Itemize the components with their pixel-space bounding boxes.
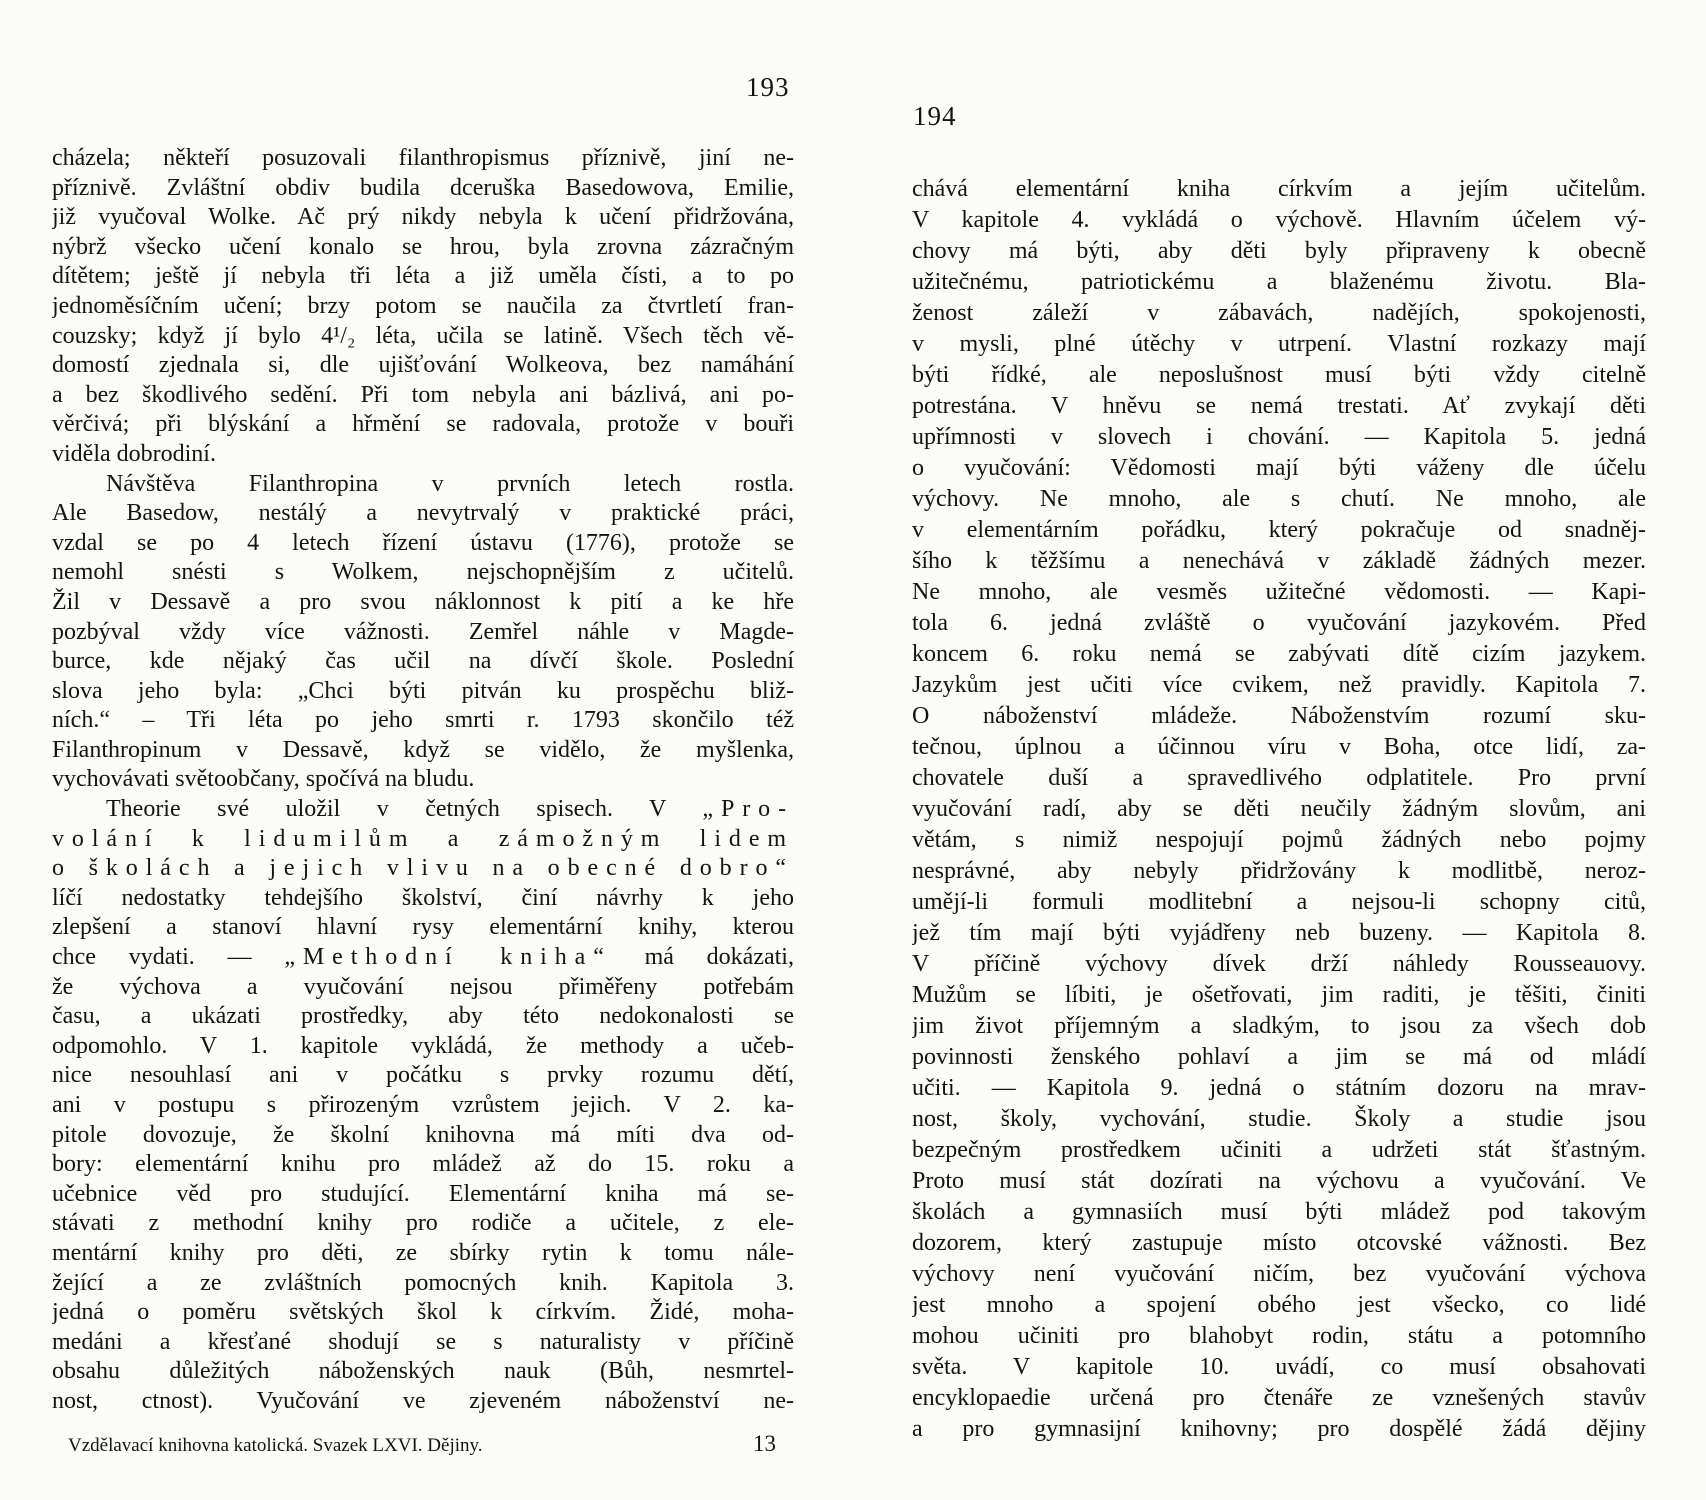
text-line: tola 6. jedná zvláště o vyučování jazykovém. Před	[912, 610, 1646, 636]
text-line: slova jeho byla: „Chci býti pitván ku prospěchu bliž-	[52, 677, 794, 704]
text-line: dítětem; ještě jí nebyla tři léta a již uměla čísti, a to po	[52, 263, 794, 290]
text-line: Žil v Dessavě a pro svou náklonnost k pití a ke hře	[52, 588, 794, 615]
page-number-194: 194	[913, 101, 957, 131]
text-line: líčí nedostatky tehdejšího školství, činí návrhy k jeho	[52, 884, 794, 911]
text-line: výchovy. Ne mnoho, ale s chutí. Ne mnoho, ale	[912, 486, 1646, 512]
text-line: učiti. — Kapitola 9. jedná o státním dozoru na mrav-	[912, 1075, 1646, 1101]
text-line: Filanthropinum v Dessavě, když se vidělo, že myšlenka,	[52, 736, 794, 763]
text-line: jednoměsíčním učení; brzy potom se naučila za čtvrtletí fran-	[52, 292, 794, 319]
text-line: O náboženství mládeže. Náboženstvím rozumí sku-	[912, 703, 1646, 729]
text-line: tečnou, úplnou a účinnou víru v Boha, otce lidí, za-	[912, 734, 1646, 760]
text-line: cházela; někteří posuzovali filanthropismus příznivě, jiní ne-	[52, 145, 794, 171]
text-line: domostí zjednala si, dle ujišťování Wolkeova, bez namáhání	[52, 352, 794, 379]
text-line: Ne mnoho, ale vesměs užitečné vědomosti. — Kapi-	[912, 579, 1646, 605]
text-line: v mysli, plné útěchy v utrpení. Vlastní rozkazy mají	[912, 331, 1646, 357]
text-line: vzdal se po 4 letech řízení ústavu (1776), protože se	[52, 529, 794, 556]
text-segment: „Pro-	[702, 796, 794, 823]
text-line: býti řídké, ale neposlušnost musí býti vždy citelně	[912, 362, 1646, 388]
text-line: obsahu důležitých náboženských nauk (Bůh, nesmrtel-	[52, 1358, 794, 1385]
text-line: šího k těžšímu a nenechává v základě žádných mezer.	[912, 548, 1646, 574]
page-193-text-column	[52, 144, 794, 1417]
text-line: nost, školy, vychování, studie. Školy a studie jsou	[912, 1106, 1646, 1132]
text-line: a bez škodlivého sedění. Při tom nebyla ani bázlivá, ani po-	[52, 381, 794, 408]
text-line: ani v postupu s přirozeným vzrůstem jejich. V 2. ka-	[52, 1092, 794, 1118]
text-line	[52, 943, 794, 973]
text-line: školách a gymnasiích musí býti mládež pod takovým	[912, 1199, 1646, 1225]
text-line: koncem 6. roku nemá se zabývati dítě cizím jazykem.	[912, 641, 1646, 667]
text-line: v elementárním pořádku, který pokračuje od snadněj-	[912, 517, 1646, 543]
text-line: mentární knihy pro děti, ze sbírky rytin k tomu nále-	[52, 1239, 794, 1266]
page-194-text-column	[912, 174, 1646, 1445]
text-segment: „Methodní kniha“	[284, 944, 612, 971]
text-line: potrestána. V hněvu se nemá trestati. Ať zvykají děti	[912, 393, 1646, 419]
text-line: výchovy není vyučování ničím, bez vyučování výchova	[912, 1261, 1646, 1287]
text-line: mohou učiniti pro blahobyt rodin, státu a potomního	[912, 1323, 1646, 1349]
text-line: Jazykům jest učiti více cvikem, než pravidly. Kapitola 7.	[912, 672, 1646, 698]
text-line: Proto musí stát dozírati na výchovu a vyučování. Ve	[912, 1168, 1646, 1194]
text-line	[52, 795, 794, 825]
text-line: viděla dobrodiní.	[52, 440, 216, 467]
signature-number: 13	[753, 1431, 776, 1456]
text-line: stávati z methodní knihy pro rodiče a učitele, z ele-	[52, 1210, 794, 1237]
paragraph	[52, 470, 794, 796]
text-line: V kapitole 4. vykládá o výchově. Hlavním účelem vý-	[912, 207, 1646, 233]
text-line: chovy má býti, aby děti byly připraveny k obecně	[912, 238, 1646, 264]
text-line: o vyučování: Vědomosti mají býti váženy dle účelu	[912, 455, 1646, 481]
text-segment: má dokázati,	[611, 944, 794, 971]
text-line: pozbýval vždy více vážnosti. Zemřel náhle v Magde-	[52, 618, 794, 645]
page-number-193: 193	[746, 72, 790, 102]
text-line: chává elementární kniha církvím a jejím učitelům.	[912, 176, 1646, 202]
text-line: Návštěva Filanthropina v prvních letech rostla.	[106, 470, 794, 497]
page-193-footer	[52, 1431, 794, 1457]
text-line: upřímnosti v slovech i chování. — Kapitola 5. jedná	[912, 424, 1646, 450]
text-line: příznivě. Zvláštní obdiv budila dceruška Basedowova, Emilie,	[52, 174, 794, 201]
text-line: medáni a křesťané shodují se s naturalisty v příčině	[52, 1328, 794, 1355]
text-line: burce, kde nějaký čas učil na dívčí škole. Poslední	[52, 648, 794, 675]
text-line: odpomohlo. V 1. kapitole vykládá, že methody a učeb-	[52, 1032, 794, 1059]
text-line: vychovávati světoobčany, spočívá na bludu.	[52, 766, 475, 793]
text-line: bory: elementární knihu pro mládež až do 15. roku a	[52, 1151, 794, 1178]
text-line: žející a ze zvláštních pomocných knih. Kapitola 3.	[52, 1269, 794, 1296]
text-line: jedná o poměru světských škol k církvím. Židé, moha-	[52, 1299, 794, 1326]
text-line: světa. V kapitole 10. uvádí, co musí obsahovati	[912, 1354, 1646, 1380]
text-line: nemohl snésti s Wolkem, nejschopnějším z učitelů.	[52, 559, 794, 586]
text-line: užitečnému, patriotickému a blaženému životu. Bla-	[912, 269, 1646, 295]
text-line: nýbrž všecko učení konalo se hrou, byla zrovna zázračným	[52, 233, 794, 260]
text-line: pitole dovozuje, že školní knihovna má míti dva od-	[52, 1121, 794, 1148]
text-line: ních.“ – Tři léta po jeho smrti r. 1793 skončilo též	[52, 707, 794, 734]
text-line: zlepšení a stanoví hlavní rysy elementární knihy, kterou	[52, 914, 794, 941]
text-line: času, a ukázati prostředky, aby této nedokonalosti se	[52, 1003, 794, 1030]
text-line: bezpečným prostředkem učiniti a udržeti stát šťastným.	[912, 1137, 1646, 1163]
text-line: že výchova a vyučování nejsou přiměřeny potřebám	[52, 973, 794, 1000]
text-line: učebnice věd pro studující. Elementární kniha má se-	[52, 1180, 794, 1207]
text-line: dozorem, který zastupuje místo otcovské vážnosti. Bez	[912, 1230, 1646, 1256]
text-line: věrčivá; při blýskání a hřmění se radovala, protože v bouři	[52, 411, 794, 438]
paragraph	[52, 144, 794, 470]
text-line: větám, s nimiž nespojují pojmů žádných nebo pojmy	[912, 827, 1646, 853]
paragraph	[52, 795, 794, 1416]
text-line: jež tím mají býti vyjádřeny neb buzeny. — Kapitola 8.	[912, 920, 1646, 946]
text-line: volání k lidumilům a zámožným lidem	[52, 825, 794, 852]
text-line: povinnosti ženského pohlaví a jim se má od mládí	[912, 1044, 1646, 1070]
text-line: Ale Basedow, nestálý a nevytrvalý v praktické práci,	[52, 500, 794, 527]
text-line: couzsky; když jí bylo 4¹/₂ léta, učila se latině. Všech těch vě-	[52, 322, 794, 349]
text-line: o školách a jejich vlivu na obecné dobro“	[52, 855, 794, 882]
text-line: vyučování radí, aby se děti neučily žádným slovům, ani	[912, 796, 1646, 822]
series-title: Vzdělavací knihovna katolická. Svazek LXVI. Dějiny.	[68, 1435, 483, 1456]
text-line: ženost záleží v zábavách, nadějích, spokojenosti,	[912, 300, 1646, 326]
text-line: chovatele duší a spravedlivého odplatitele. Pro první	[912, 765, 1646, 791]
text-line: encyklopaedie určená pro čtenáře ze vznešených stavův	[912, 1385, 1646, 1411]
text-line: a pro gymnasijní knihovny; pro dospělé žádá dějiny	[912, 1416, 1646, 1442]
paragraph	[912, 174, 1646, 1445]
text-line: nesprávné, aby nebyly přidržovány k modlitbě, neroz-	[912, 858, 1646, 884]
text-segment: chce vydati. —	[52, 944, 285, 971]
text-line: Mužům se líbiti, je ošetřovati, jim raditi, je těšiti, činiti	[912, 982, 1646, 1008]
text-line: V příčině výchovy dívek drží náhledy Rousseauovy.	[912, 951, 1646, 977]
text-line: již vyučoval Wolke. Ač prý nikdy nebyla k učení přidržována,	[52, 204, 794, 231]
text-line: nost, ctnost). Vyučování ve zjeveném náboženství ne-	[52, 1387, 794, 1414]
text-segment: Theorie své uložil v četných spisech. V	[106, 796, 703, 823]
text-line: nice nesouhlasí ani v počátku s prvky rozumu dětí,	[52, 1062, 794, 1089]
text-line: jest mnoho a spojení obého jest všecko, co lidé	[912, 1292, 1646, 1318]
text-line: jim život příjemným a sladkým, to jsou za všech dob	[912, 1013, 1646, 1039]
text-line: umějí-li formuli modlitební a nejsou-li schopny citů,	[912, 889, 1646, 915]
